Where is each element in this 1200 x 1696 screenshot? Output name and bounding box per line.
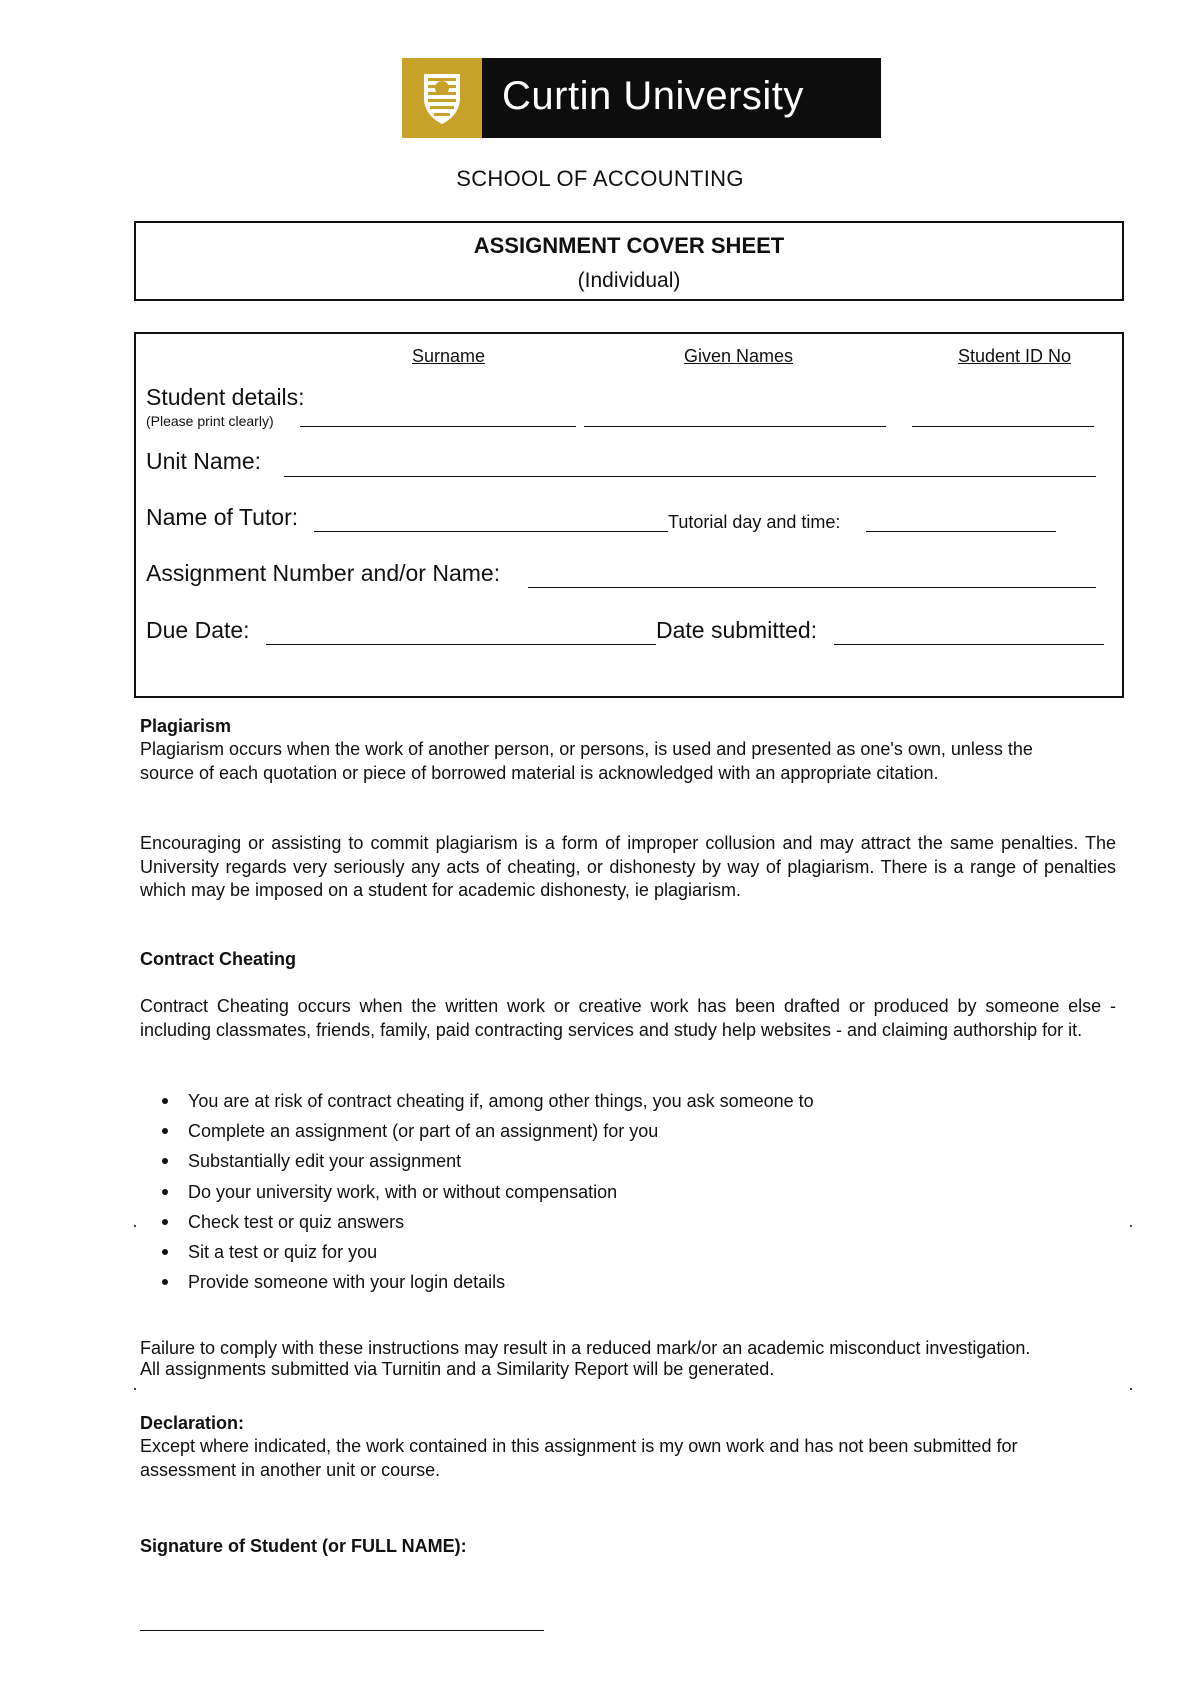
- student-id-header: Student ID No: [958, 346, 1072, 366]
- tutor-label: Name of Tutor:: [146, 504, 299, 530]
- tutor-field[interactable]: [314, 531, 668, 532]
- margin-mark: [134, 1388, 136, 1390]
- surname-field[interactable]: [300, 426, 576, 427]
- bullet-icon: [162, 1219, 168, 1225]
- due-date-field[interactable]: [266, 644, 656, 645]
- bullet-icon: [162, 1098, 168, 1104]
- title-box: [134, 221, 1124, 301]
- assignment-field[interactable]: [528, 587, 1096, 588]
- margin-mark: [1130, 1225, 1132, 1227]
- declaration-heading: Declaration:: [140, 1413, 245, 1433]
- bullet-icon: [162, 1249, 168, 1255]
- declaration-text: Except where indicated, the work contained in this assignment is my own work and has not been submitted for assessment in another unit or course.: [140, 1436, 1018, 1480]
- list-item: Complete an assignment (or part of an assignment) for you: [188, 1116, 1088, 1146]
- date-submitted-field[interactable]: [834, 644, 1104, 645]
- sheet-title: ASSIGNMENT COVER SHEET: [473, 233, 785, 258]
- surname-header: Surname: [412, 346, 486, 366]
- sheet-subtitle: (Individual): [577, 269, 681, 292]
- contract-cheating-heading: Contract Cheating: [140, 949, 297, 969]
- student-details-label: Student details:: [146, 384, 305, 410]
- tutorial-label: Tutorial day and time:: [668, 512, 841, 532]
- plagiarism-paragraph-2: Encouraging or assisting to commit plagiarism is a form of improper collusion and may attract the same penalties. The University regards very seriously any acts of cheating, or dishonesty by way of plagiarism. There is a range of penalties which may be imposed on a student for academic dishonesty, ie plagiarism.: [140, 833, 1116, 900]
- signature-field[interactable]: [140, 1630, 544, 1631]
- given-names-header: Given Names: [684, 346, 794, 366]
- list-item: You are at risk of contract cheating if, among other things, you ask someone to: [188, 1086, 1088, 1116]
- curtin-logo: [402, 58, 881, 138]
- signature-label: Signature of Student (or FULL NAME):: [140, 1536, 467, 1556]
- unit-name-field[interactable]: [284, 476, 1096, 477]
- list-item: Do your university work, with or without compensation: [188, 1177, 1088, 1207]
- school-name: SCHOOL OF ACCOUNTING: [456, 166, 744, 191]
- print-clearly-note: (Please print clearly): [146, 413, 274, 429]
- contract-cheating-list: [140, 1086, 1088, 1297]
- margin-mark: [134, 1225, 136, 1227]
- contract-cheating-paragraph: Contract Cheating occurs when the written work or creative work has been drafted or produced by someone else - including classmates, friends, family, paid contracting services and study help websites - and claiming authorship for it.: [140, 996, 1116, 1040]
- list-item: Sit a test or quiz for you: [188, 1237, 1088, 1267]
- failure-notice: Failure to comply with these instructions may result in a reduced mark/or an academic misconduct investigation. All assignments submitted via Turnitin and a Similarity Report will be generated.: [140, 1338, 1031, 1379]
- margin-mark: [1130, 1388, 1132, 1390]
- date-submitted-label: Date submitted:: [656, 617, 818, 643]
- bullet-icon: [162, 1128, 168, 1134]
- list-item: Substantially edit your assignment: [188, 1146, 1088, 1176]
- unit-name-label: Unit Name:: [146, 448, 262, 474]
- student-details-box: [134, 332, 1124, 698]
- bullet-icon: [162, 1279, 168, 1285]
- student-id-field[interactable]: [912, 426, 1094, 427]
- plagiarism-paragraph-1: Plagiarism occurs when the work of another person, or persons, is used and presented as one's own, unless the source of each quotation or piece of borrowed material is acknowledged with an appropriate citation.: [140, 739, 1033, 783]
- due-date-label: Due Date:: [146, 617, 250, 643]
- given-names-field[interactable]: [584, 426, 886, 427]
- list-item: Check test or quiz answers: [188, 1207, 1088, 1237]
- assignment-label: Assignment Number and/or Name:: [146, 560, 501, 586]
- bullet-icon: [162, 1158, 168, 1164]
- tutorial-field[interactable]: [866, 531, 1056, 532]
- logo-wordmark: Curtin University: [502, 74, 804, 118]
- list-item: Provide someone with your login details: [188, 1267, 1088, 1297]
- university-crest-icon: [402, 58, 482, 138]
- plagiarism-heading: Plagiarism: [140, 716, 232, 736]
- bullet-icon: [162, 1189, 168, 1195]
